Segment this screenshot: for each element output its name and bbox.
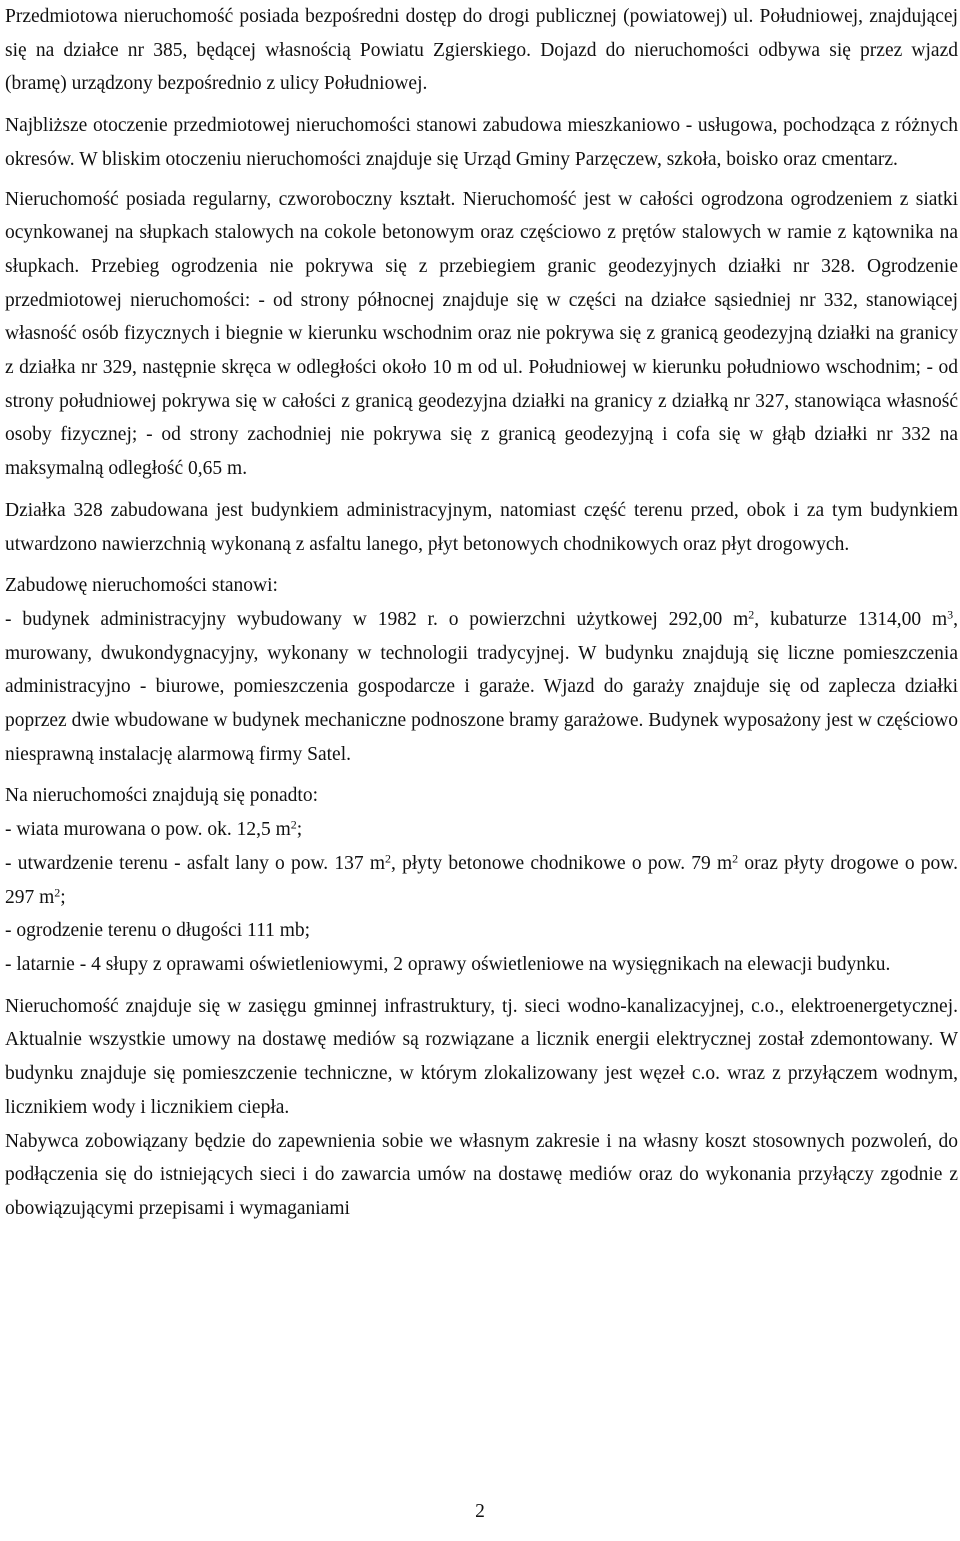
paragraph-access: Przedmiotowa nieruchomość posiada bezpośredni dostęp do drogi publicznej (powiatowej) ul. Południowej, znajdującej się na działce nr 385, będącej własnością Powiatu Zgierskiego. Dojazd do nieruchomości odbywa się przez wjazd (bramę) urządzony bezpośrednio z ulicy Południowej.: [5, 6, 958, 95]
building-description: - budynek administracyjny wybudowany w 1982 r. o powierzchni użytkowej 292,00 $m^2$, kubaturze 1314,00 $m^3$, murowany, dwukondygnacyjny, wykonany w technologii tradycyjnej. W budynku znajdują się liczne pomieszczenia administracyjno - biurowe, pomieszczenia gospodarcze i garaże. Wjazd do garaży znajduje się od zaplecza działki poprzez dwie wbudowane w budynek mechaniczne podnoszone bramy garażowe. Budynek wyposażony jest w częściowo niesprawną instalację alarmową firmy Satel.: [5, 607, 959, 765]
list-item-fencing: - ogrodzenie terenu o długości 111 mb;: [5, 920, 311, 942]
paragraph-other-structures: [5, 779, 958, 981]
paragraph-buildings: [5, 569, 958, 771]
paragraph-fence: Nieruchomość posiada regularny, czworoboczny kształt. Nieruchomość jest w całości ogrodzona ogrodzeniem z siatki ocynkowanej na słupkach stalowych na cokole betonowym oraz częściowo z prętów stalowych w ramie z kątownika na słupkach. Przebieg ogrodzenia nie pokrywa się z przebiegiem granic geodezyjnych działki nr 328. Ogrodzenie przedmiotowej nieruchomości: - od strony północnej znajduje się w części na działce sąsiedniej nr 332, stanowiącej własność osób fizycznych i biegnie w kierunku wschodnim oraz nie pokrywa się z granicą geodezyjną działki na granicy z działka nr 329, następnie skręca w odległości około 10 m od ul. Południowej w kierunku południowo wschodnim; - od strony południowej pokrywa się w całości z granicą geodezyjna działki na granicy z działką nr 327, stanowiąca własność osoby fizycznej; - od strony zachodniej nie pokrywa się z granicą geodezyjną i cofa się w głąb działki nr 332 na maksymalną odległość 0,65 m.: [5, 188, 958, 480]
paragraph-surroundings: Najbliższe otoczenie przedmiotowej nieruchomości stanowi zabudowa mieszkaniowo - usługowa, pochodząca z różnych okresów. W bliskim otoczeniu nieruchomości znajduje się Urząd Gminy Parzęczew, szkoła, boisko oraz cmentarz.: [5, 115, 958, 170]
buildings-heading: Zabudowę nieruchomości stanowi:: [5, 575, 278, 597]
paragraph-buyer-obligations: Nabywca zobowiązany będzie do zapewnienia sobie we własnym zakresie i na własny koszt stosownych pozwoleń, do podłączenia się do istniejących sieci i do zawarcia umów na dostawę mediów oraz do wykonania przyłączy zgodnie z obowiązującymi przepisami i wymaganiami: [5, 1130, 958, 1219]
list-item-lamps: - latarnie - 4 słupy z oprawami oświetleniowymi, 2 oprawy oświetleniowe na wysięgnikach na elewacji budynku.: [5, 953, 891, 975]
page-number: 2: [475, 1501, 485, 1522]
list-item-shelter: - wiata murowana o pow. ok. 12,5 $m^2$;: [5, 817, 303, 841]
paragraph-plot-328: Działka 328 zabudowana jest budynkiem administracyjnym, natomiast część terenu przed, obok i za tym budynkiem utwardzono nawierzchnią wykonaną z asfaltu lanego, płyt betonowych chodnikowych oraz płyt drogowych.: [5, 499, 958, 555]
list-item-paving: - utwardzenie terenu - asfalt lany o pow. 137 $m^2$, płyty betonowe chodnikowe o pow. 79 $m^2$ oraz płyty drogowe o pow. 297 $m^2$;: [5, 851, 958, 908]
other-structures-heading: Na nieruchomości znajdują się ponadto:: [5, 785, 318, 807]
paragraph-infrastructure: Nieruchomość znajduje się w zasięgu gminnej infrastruktury, tj. sieci wodno-kanalizacyjnej, c.o., elektroenergetycznej. Aktualnie wszystkie umowy na dostawę mediów są rozwiązane a licznik energii elektrycznej został zdemontowany. W budynku znajduje się pomieszczenie techniczne, w którym zlokalizowany jest węzeł c.o. wraz z przyłączem wodnym, licznikiem wody i licznikiem ciepła.: [5, 995, 958, 1118]
